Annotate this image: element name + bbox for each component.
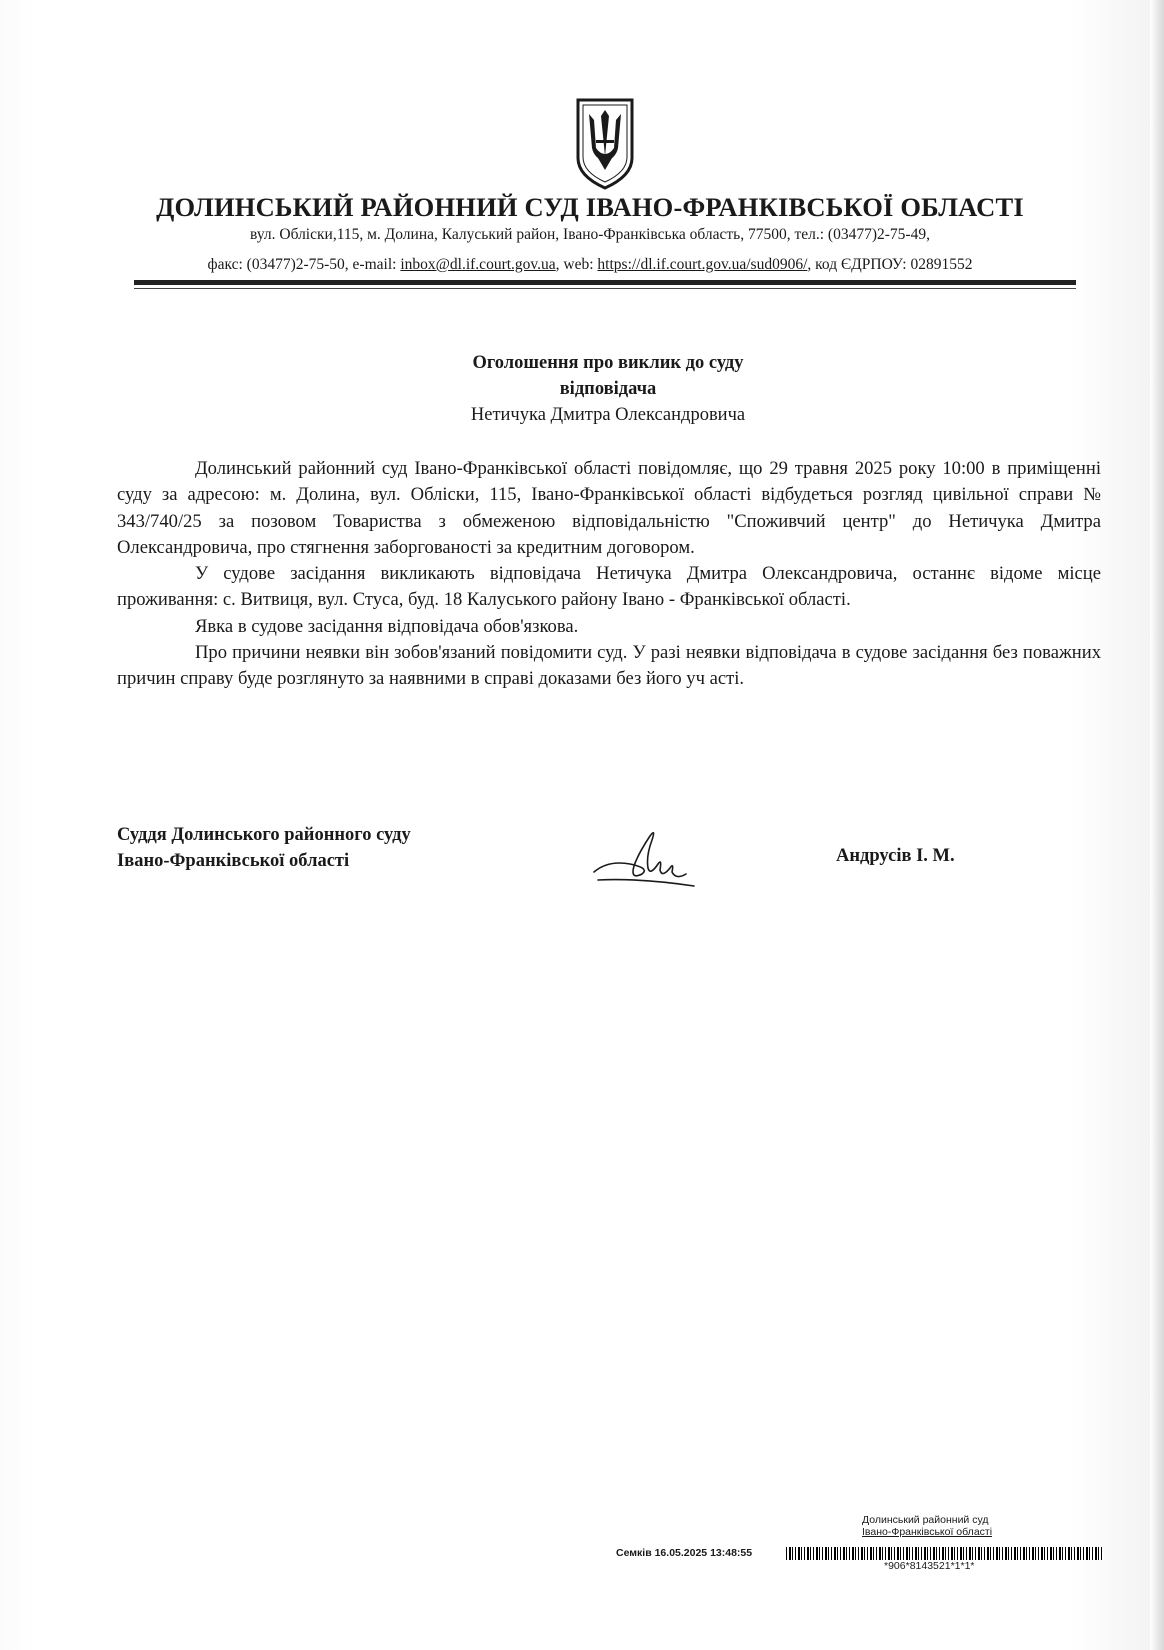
notice-paragraph: Явка в судове засідання відповідача обов'язкова. xyxy=(195,615,579,637)
notice-paragraph: Долинський районний суд Івано-Франківської області повідомляє, що 29 травня 2025 року 10:00 в приміщенні суду за адресою: м. Долина, вул. Обліски, 115, Івано-Франківської області відбудеться розгляд цивільної справи № 343/740/25 за позовом Товариства з обмеженою відповідальністю "Споживчий центр" до Нетичука Дмитра Олександровича, про стягнення заборгованості за кредитним договором. xyxy=(117,458,1101,558)
judge-name: Андрусів І. М. xyxy=(836,846,955,866)
barcode xyxy=(786,1547,1104,1560)
registration-stamp xyxy=(862,1514,992,1538)
notice-title-line2: відповідача xyxy=(559,379,657,399)
judge-title xyxy=(117,822,411,874)
coat-of-arms-icon xyxy=(572,96,638,192)
web-link[interactable]: https://dl.if.court.gov.ua/sud0906/ xyxy=(597,256,808,273)
stamp-court-line2: Івано-Франківської області xyxy=(862,1526,993,1538)
court-contacts xyxy=(100,256,1080,274)
barcode-number: *906*8143521*1*1* xyxy=(884,1560,975,1572)
notice-title-line1: Оголошення про виклик до суду xyxy=(472,353,744,373)
judge-title-line2: Івано-Франківської області xyxy=(117,851,350,871)
notice-paragraph: Про причини неявки він зобов'язаний повідомити суд. У разі неявки відповідача в судове засідання без поважних причин справу буде розглянуто за наявними в справі доказами без його уч асті. xyxy=(117,642,1101,690)
stamp-court-line1: Долинський районний суд xyxy=(862,1514,989,1526)
notice-body xyxy=(117,456,1101,693)
notice-paragraph: У судове засідання викликають відповідача Нетичука Дмитра Олександровича, останнє відоме місце проживання: с. Витвиця, вул. Стуса, буд. 18 Калуського району Івано - Франківської області. xyxy=(117,563,1101,611)
header-rule-thick xyxy=(134,280,1076,285)
header-rule-thin xyxy=(134,288,1076,289)
edrpou-code: , код ЄДРПОУ: 02891552 xyxy=(807,256,973,273)
handwritten-signature xyxy=(590,820,710,894)
defendant-name: Нетичука Дмитра Олександровича xyxy=(470,405,746,425)
notice-title xyxy=(200,350,1016,428)
fax-text: факс: (03477)2-75-50, e-mail: xyxy=(207,256,401,273)
web-label: , web: xyxy=(555,256,598,273)
judge-title-line1: Суддя Долинського районного суду xyxy=(117,825,411,845)
registration-datetime: Семків 16.05.2025 13:48:55 xyxy=(616,1547,753,1559)
page-edge-shadow xyxy=(1150,0,1164,1650)
court-address: вул. Обліски,115, м. Долина, Калуський район, Івано-Франківська область, 77500, тел.: (03477)2-75-49, xyxy=(250,226,930,243)
court-title: ДОЛИНСЬКИЙ РАЙОННИЙ СУД ІВАНО-ФРАНКІВСЬКОЇ ОБЛАСТІ xyxy=(156,192,1024,222)
email-link[interactable]: inbox@dl.if.court.gov.ua xyxy=(400,256,556,273)
